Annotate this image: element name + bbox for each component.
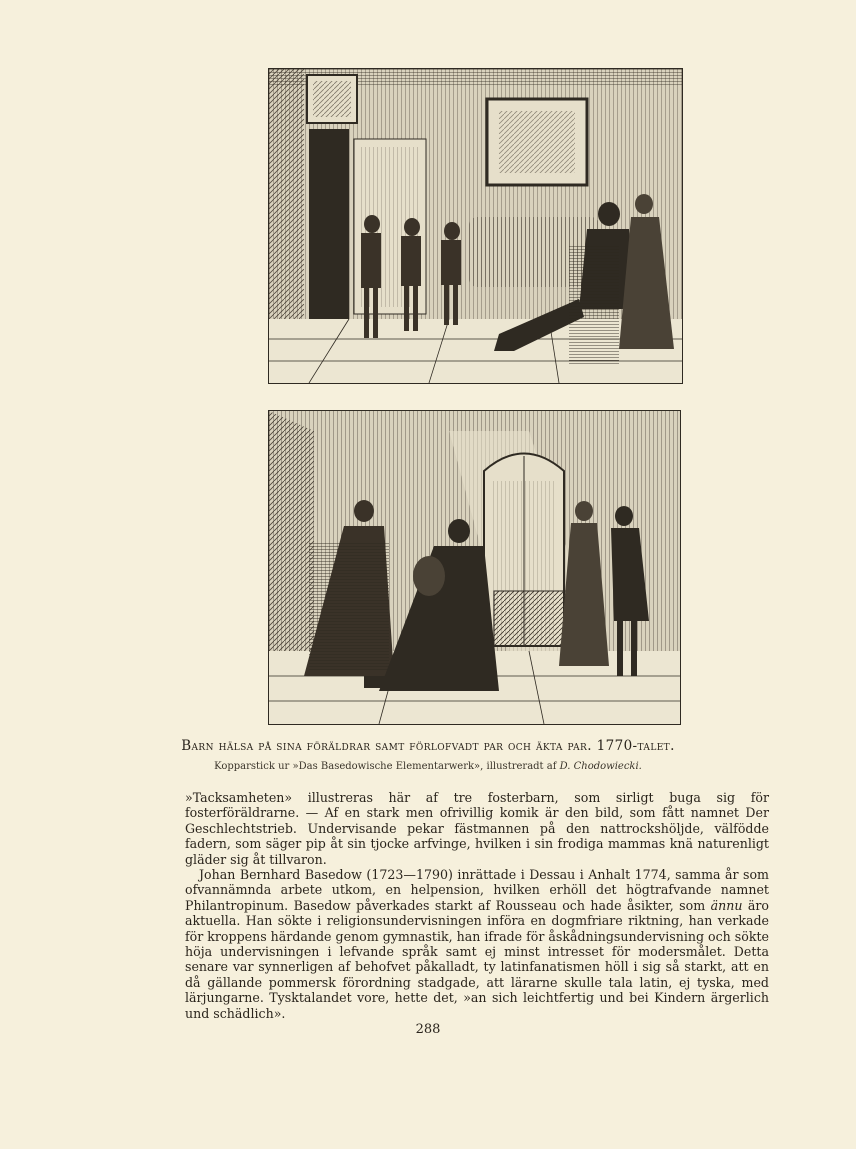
paragraph-1: »Tacksamheten» illustreras här af tre fosterbarn, som sirligt buga sig för fosterföräldrarne. — Af en stark men ofrivillig komik är den bild, som fått namnet Der Geschlechtstrieb. Undervisande pekar fästmannen på den nattrockshöljde, välfödde fadern, som säger pip åt sin tjocke arfvinge, hvilken i sin frodiga mammas knä naturenligt gläder sig åt tillvaron.	[185, 790, 769, 867]
paragraph-2-emphasis: ännu	[710, 897, 743, 913]
figure-caption: Barn hälsa på sina föräldrar samt förlofvadt par och äkta par. 1770-talet.	[181, 738, 675, 754]
figure-source-artist: D. Chodowiecki.	[559, 761, 642, 772]
figure-source	[150, 761, 706, 772]
figure-source-prefix: Kopparstick ur »Das Basedowische Elementarwerk», illustreradt af	[214, 761, 560, 772]
paragraph-2	[185, 867, 769, 1021]
engraving-top	[268, 68, 683, 384]
body-text	[185, 790, 769, 1021]
engraving-bottom	[268, 410, 681, 725]
page-number: 288	[415, 1022, 441, 1037]
paragraph-2-part-2: äro aktuella. Han sökte i religionsundervisningen införa en dogmfriare riktning, han verkade för kroppens härdande genom gymnastik, han ifrade för åskådningsundervisning och sökte höja undervisningen i lefvande språk samt ej minst intresset för modersmålet. Detta senare var synnerligen af behofvet påkalladt, ty latinfanatismen höll i sig så starkt, att en då gällande pommersk förordning stadgade, att lärarne skulle tala latin, ej tyska, med lärjungarne. Tysktalandet vore, hette det, »an sich leichtfertig und bei Kindern ärgerlich und schädlich».	[185, 897, 769, 1021]
paragraph-2-part-1: Johan Bernhard Basedow (1723—1790) inrättade i Dessau i Anhalt 1774, samma år som ofvannämnda arbete utkom, en helpension, hvilken erhöll det högtrafvande namnet Philantropinum. Basedow påverkades starkt af Rousseau och hade åsikter, som	[185, 867, 769, 913]
